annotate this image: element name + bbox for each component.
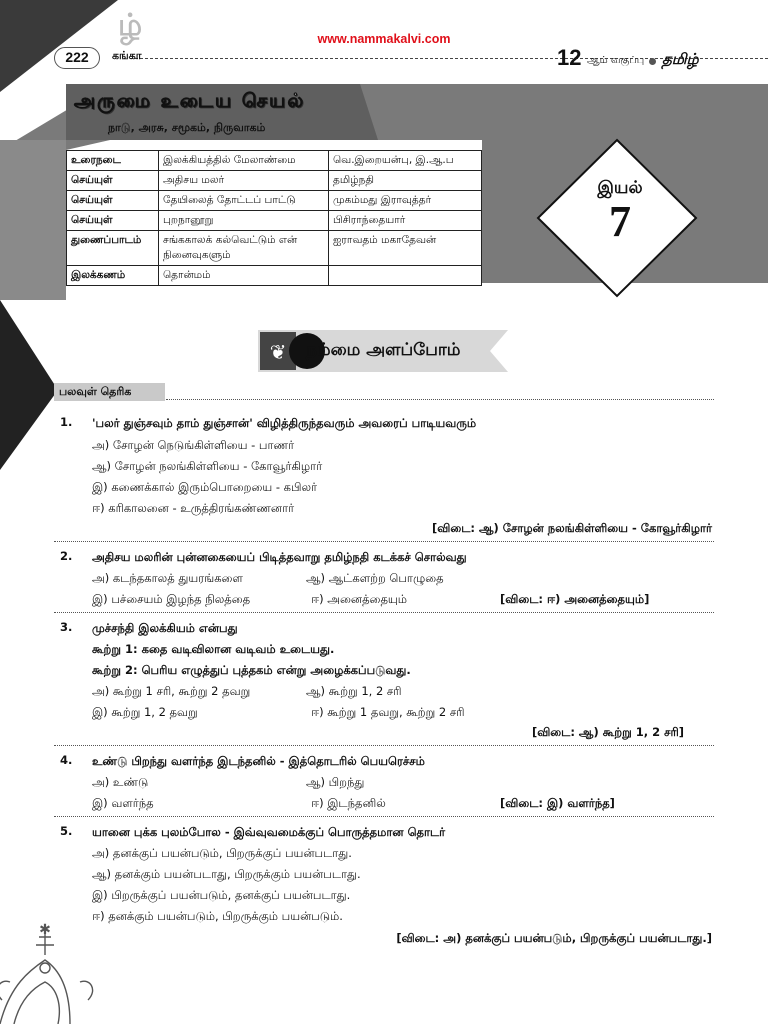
lesson-kind: துணைப்பாடம் — [67, 231, 159, 266]
lesson-author: பிசிராந்தையார் — [329, 211, 482, 231]
iyal-label: இயல் — [597, 178, 643, 198]
assessment-banner: நம்மை அளப்போம் — [306, 340, 461, 360]
question-text: அதிசய மலரின் புன்னகையைப் பிடித்தவாறு தமிழ்நதி கடக்கச் சொல்வது — [92, 550, 467, 564]
left-triangle-dark — [0, 300, 58, 470]
question-number: 5. — [60, 824, 73, 838]
table-row — [67, 191, 482, 211]
option: அ) கடந்தகாலத் துயரங்களை — [92, 571, 243, 585]
lesson-author: வெ.இறையன்பு, இ.ஆ.ப — [329, 151, 482, 171]
option: ஆ) கூற்று 1, 2 சரி — [306, 684, 402, 698]
option: ஈ) கூற்று 1 தவறு, கூற்று 2 சரி — [311, 705, 465, 719]
option: இ) வளர்ந்த — [92, 796, 154, 810]
table-row — [67, 171, 482, 191]
question-separator — [54, 541, 714, 542]
option: ஈ) இடந்தனில் — [311, 796, 386, 810]
answer: [விடை: அ) தனக்குப் பயன்படும், பிறருக்குப் பயன்படாது.] — [396, 931, 712, 945]
table-row — [67, 231, 482, 266]
chapter-title: அருமை உடைய செயல் — [74, 90, 306, 112]
option: ஆ) பிறந்து — [306, 775, 365, 789]
table-row — [67, 151, 482, 171]
lesson-author: ஐராவதம் மகாதேவன் — [329, 231, 482, 266]
question-number: 3. — [60, 620, 73, 634]
option: இ) பச்சையம் இழந்த நிலத்தை — [92, 592, 251, 606]
lesson-kind: இலக்கணம் — [67, 266, 159, 286]
table-row — [67, 211, 482, 231]
lesson-kind: உரைநடை — [67, 151, 159, 171]
option: இ) கணைக்கால் இரும்பொறையை - கபிலர் — [92, 480, 318, 494]
lessons-table — [66, 150, 482, 286]
grade-suffix: ஆம் வகுப்பு — [587, 55, 645, 66]
option: ஈ) தனக்கும் பயன்படும், பிறருக்கும் பயன்படும். — [92, 909, 343, 923]
lesson-kind: செய்யுள் — [67, 191, 159, 211]
chapter-subtitle: நாடு, அரசு, சமூகம், நிருவாகம் — [108, 121, 266, 134]
lesson-author — [329, 266, 482, 286]
publisher-brand: கங்கா — [112, 49, 142, 62]
lesson-title: தேயிலைத் தோட்டப் பாட்டு — [159, 191, 329, 211]
question-separator — [54, 612, 714, 613]
left-bar-dark — [0, 340, 10, 370]
answer: [விடை: ஈ) அனைத்தையும்] — [500, 592, 650, 606]
table-row — [67, 266, 482, 286]
question-text: உண்டு பிறந்து வளர்ந்த இடந்தனில் - இத்தொடரில் பெயரெச்சம் — [92, 754, 425, 768]
subject-name: தமிழ் — [662, 50, 699, 68]
title-band-strip — [0, 140, 66, 300]
answer: [விடை: ஆ) சோழன் நலங்கிள்ளியை - கோவூர்கிழார் — [432, 521, 712, 535]
lesson-kind: செய்யுள் — [67, 171, 159, 191]
banner-flower-icon: ❦ — [269, 340, 287, 364]
lesson-title: அதிசய மலர் — [159, 171, 329, 191]
option: ஆ) சோழன் நலங்கிள்ளியை - கோவூர்கிழார் — [92, 459, 323, 473]
option: அ) கூற்று 1 சரி, கூற்று 2 தவறு — [92, 684, 251, 698]
lesson-kind: செய்யுள் — [67, 211, 159, 231]
option: அ) சோழன் நெடுங்கிள்ளியை - பாணர் — [92, 438, 295, 452]
page-number: 222 — [54, 47, 100, 69]
question-text: 'பலர் துஞ்சவும் தாம் துஞ்சான்' விழித்திருந்தவரும் அவரைப் பாடியவரும் — [92, 416, 477, 430]
header-logo: ழ் — [118, 8, 143, 43]
question-text: யானை புக்க புலம்போல - இவ்வுவமைக்குப் பொருத்தமான தொடர் — [92, 825, 446, 839]
lesson-author: முகம்மது இராவுத்தர் — [329, 191, 482, 211]
lesson-title: தொன்மம் — [159, 266, 329, 286]
section-rule — [166, 399, 714, 400]
iyal-number: 7 — [609, 197, 631, 246]
corner-ornament-icon — [0, 930, 93, 1024]
lesson-title: புறநானூறு — [159, 211, 329, 231]
lesson-author: தமிழ்நதி — [329, 171, 482, 191]
corner-star-icon: ✱ — [39, 922, 51, 938]
option: ஆ) தனக்கும் பயன்படாது, பிறருக்கும் பயன்படாது. — [92, 867, 361, 881]
question-number: 4. — [60, 753, 73, 767]
question-text: முச்சந்தி இலக்கியம் என்பது — [92, 621, 238, 635]
option: இ) பிறருக்குப் பயன்படும், தனக்குப் பயன்படாது. — [92, 888, 351, 902]
option: இ) கூற்று 1, 2 தவறு — [92, 705, 198, 719]
bullet-dot — [649, 58, 656, 65]
option: ஈ) கரிகாலனை - உருத்திரங்கண்ணனார் — [92, 501, 295, 515]
website-url[interactable]: www.nammakalvi.com — [317, 32, 451, 46]
statement: கூற்று 1: கதை வடிவிலான வடிவம் உடையது. — [92, 642, 335, 656]
question-number: 2. — [60, 549, 73, 563]
lesson-title: சங்ககாலக் கல்வெட்டும் என் நினைவுகளும் — [159, 231, 329, 266]
answer: [விடை: இ) வளர்ந்த] — [500, 796, 615, 810]
lesson-title: இலக்கியத்தில் மேலாண்மை — [159, 151, 329, 171]
grade-number: 12 — [557, 45, 582, 70]
answer: [விடை: ஆ) கூற்று 1, 2 சரி] — [531, 725, 684, 739]
option: ஈ) அனைத்தையும் — [311, 592, 408, 606]
question-separator — [54, 816, 714, 817]
option: அ) தனக்குப் பயன்படும், பிறருக்குப் பயன்படாது. — [92, 846, 352, 860]
section-heading: பலவுள் தெரிக — [54, 383, 165, 401]
option: அ) உண்டு — [92, 775, 149, 789]
question-number: 1. — [60, 415, 73, 429]
question-separator — [54, 745, 714, 746]
option: ஆ) ஆட்களற்ற பொழுதை — [306, 571, 444, 585]
statement: கூற்று 2: பெரிய எழுத்துப் புத்தகம் என்று அழைக்கப்படுவது. — [92, 663, 411, 677]
